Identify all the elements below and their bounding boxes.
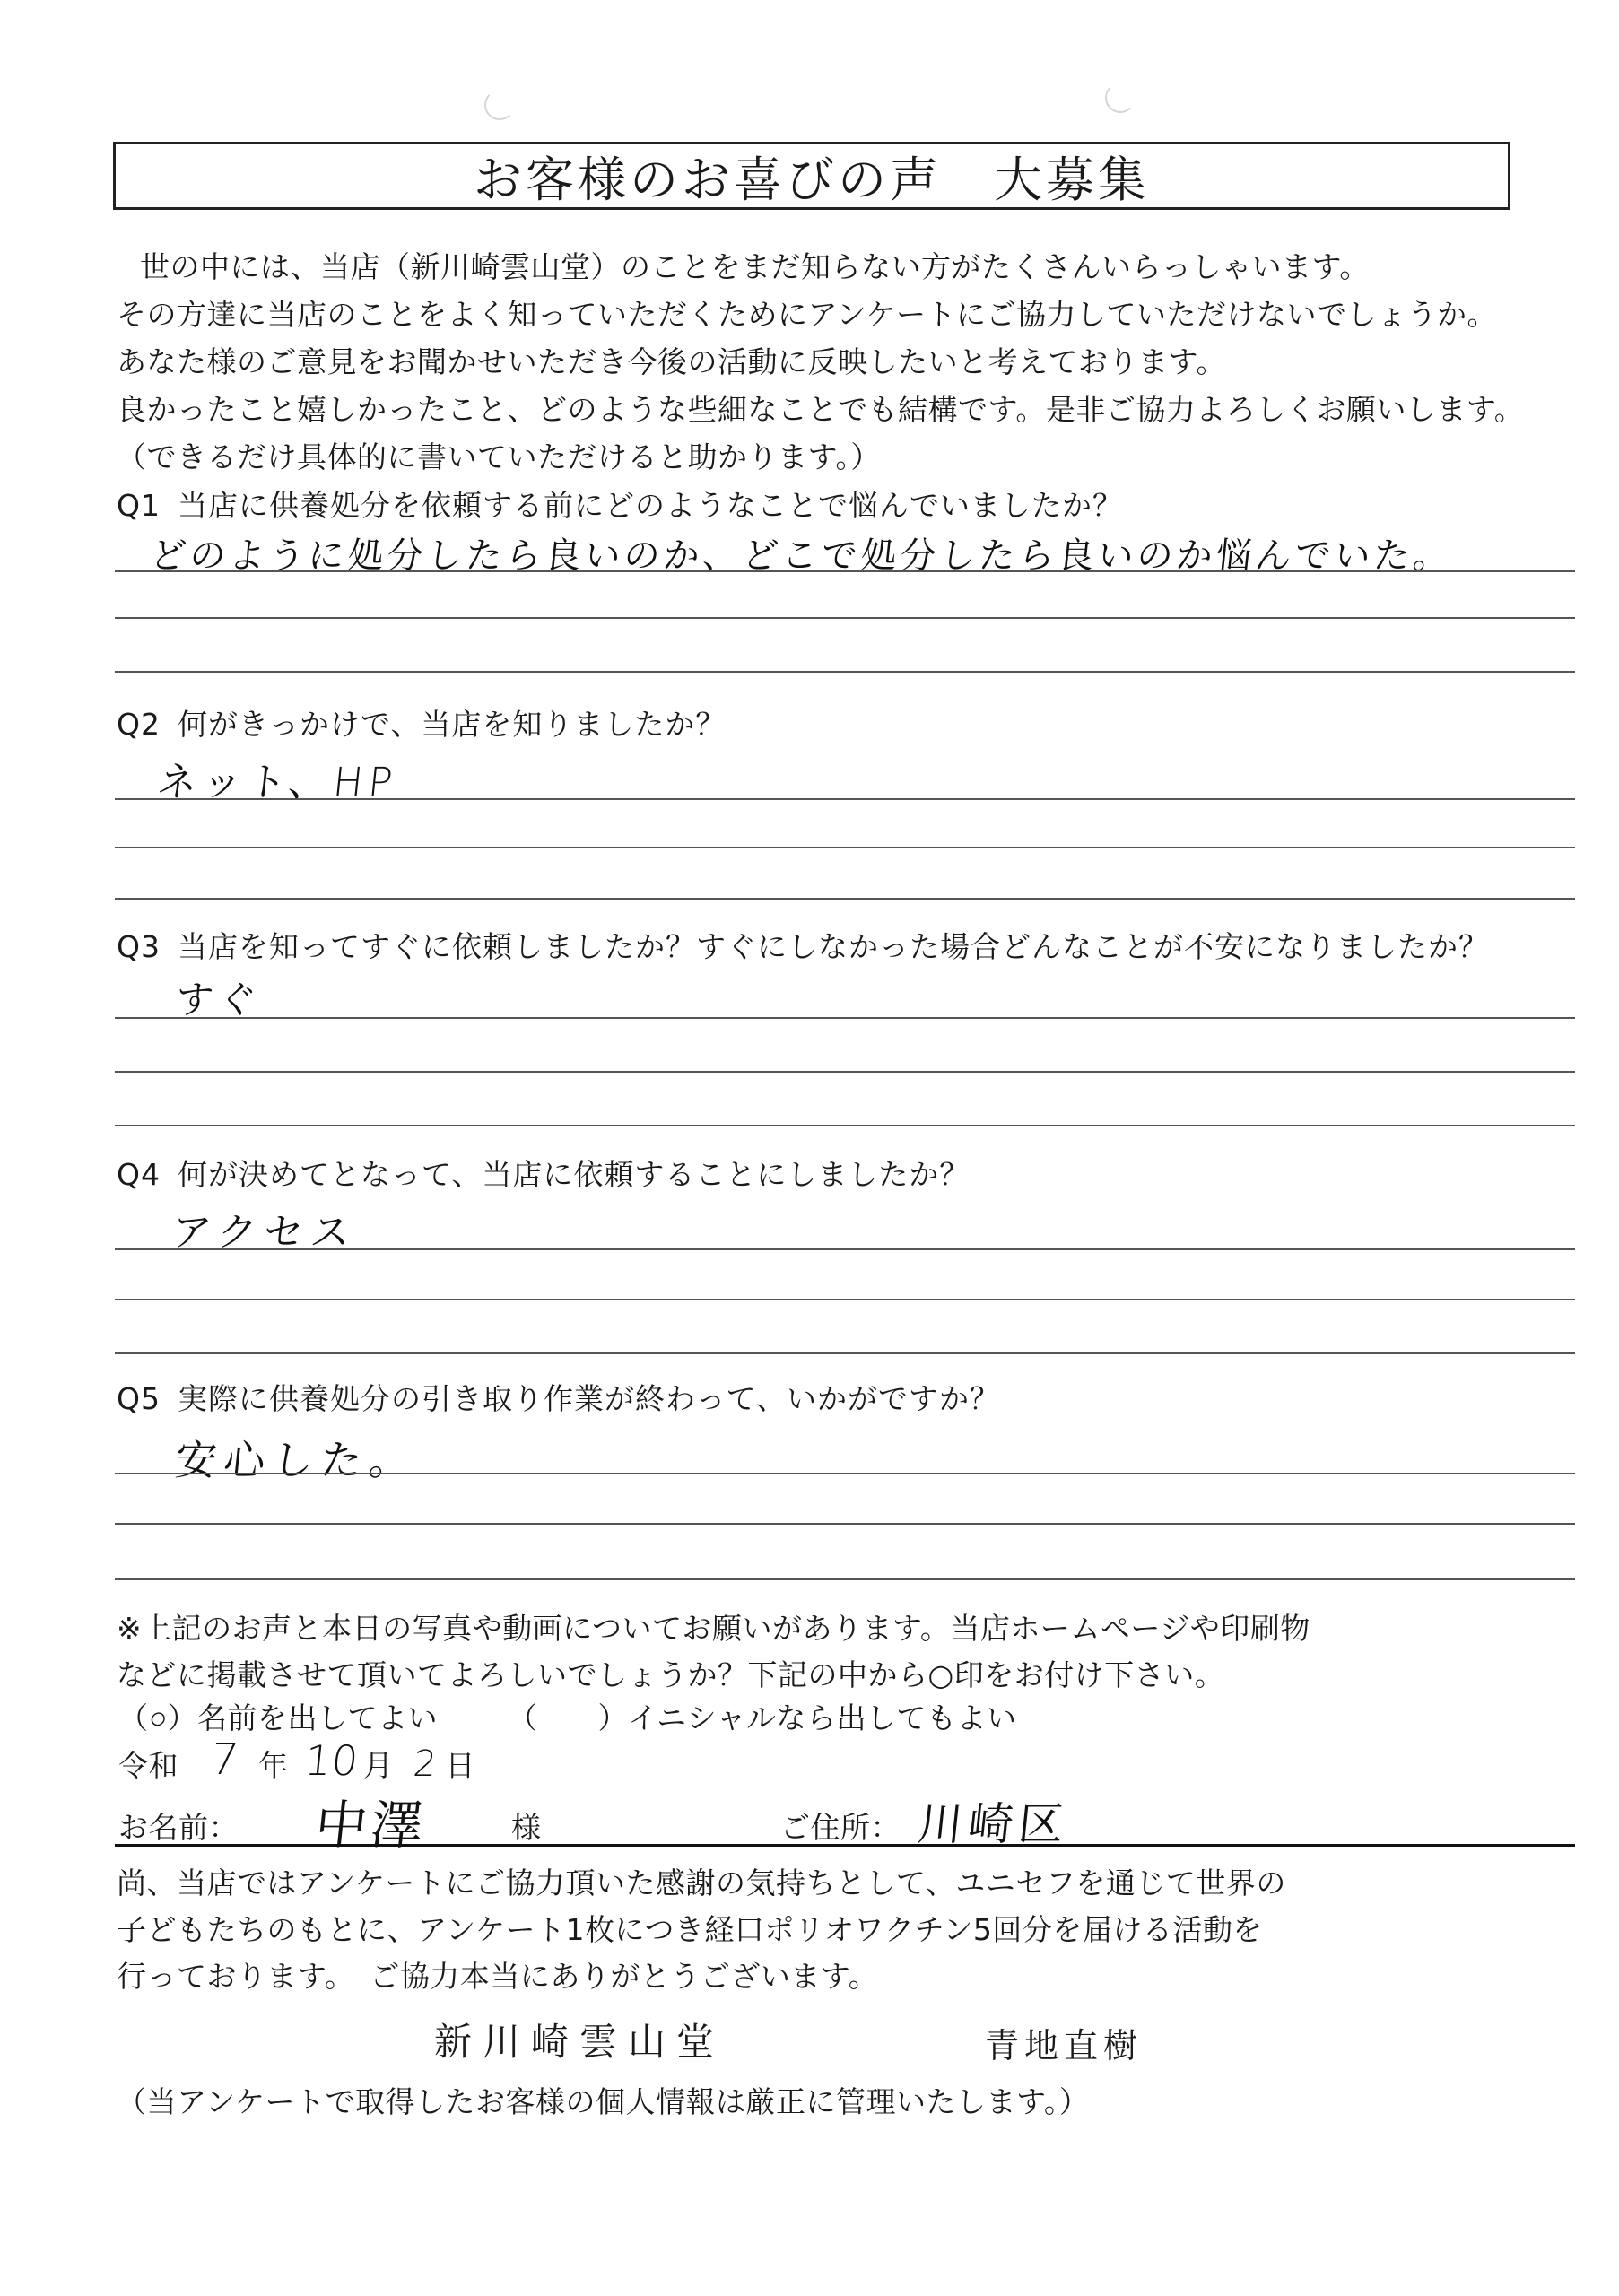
answer-3-handwritten[interactable]: すぐ xyxy=(173,978,265,1022)
consent-option-name[interactable] xyxy=(118,1695,438,1737)
punch-hole-mark-right xyxy=(1105,83,1136,113)
answer-1-handwritten[interactable]: どのように処分したら良いのか、どこで処分したら良いのか悩んでいた。 xyxy=(148,535,1456,577)
answer-line xyxy=(115,1473,1575,1474)
signature-divider xyxy=(115,1844,1575,1847)
address-label: ご住所： xyxy=(780,1810,901,1845)
question-5 xyxy=(117,1376,1000,1418)
question-text: 実際に供養処分の引き取り作業が終わって、いかがですか？ xyxy=(178,1381,1001,1416)
page-title: お客様のお喜びの声 大募集 xyxy=(474,151,1150,208)
name-label: お名前： xyxy=(118,1810,239,1845)
intro-line: （できるだけ具体的に書いていただけると助かります。） xyxy=(117,439,881,474)
intro-line: 良かったこと嬉しかったこと、どのような些細なことでも結構です。是非ご協力よろしくお願いします。 xyxy=(117,392,1525,427)
question-text: 何が決めてとなって、当店に依頼することにしましたか？ xyxy=(178,1157,971,1192)
question-2 xyxy=(117,701,726,744)
closing-line: 行っております。 ご協力本当にありがとうございます。 xyxy=(117,1959,879,1994)
answer-2-handwritten[interactable]: ネット、HP xyxy=(154,760,400,805)
date-era: 令和 xyxy=(118,1748,178,1783)
answer-line xyxy=(115,1125,1575,1126)
answer-line xyxy=(115,1352,1575,1354)
intro-line: あなた様のご意見をお聞かせいただき今後の活動に反映したいと考えております。 xyxy=(117,344,1226,379)
question-number: Q1 xyxy=(117,488,161,523)
option-circle-mark[interactable]: ○ xyxy=(146,1700,170,1736)
closing-line: 子どもたちのもとに、アンケート1枚につき経口ポリオワクチン5回分を届ける活動を xyxy=(117,1912,1263,1947)
consent-request-line: ※上記のお声と本日の写真や動画についてお願いがあります。当店ホームページや印刷物 xyxy=(117,1611,1310,1646)
customer-address-handwritten[interactable]: 川崎区 xyxy=(915,1798,1072,1850)
privacy-note: （当アンケートで取得したお客様の個人情報は厳正に管理いたします。） xyxy=(117,2084,1090,2119)
answer-line xyxy=(115,570,1575,572)
intro-line: その方達に当店のことをよく知っていただくためにアンケートにご協力していただけないでしょうか。 xyxy=(117,297,1498,332)
intro-line: 世の中には、当店（新川崎雲山堂）のことをまだ知らない方がたくさんいらっしゃいます。 xyxy=(140,249,1370,284)
date-year[interactable]: 7 xyxy=(208,1735,241,1785)
date-month-unit: 月 xyxy=(363,1748,394,1783)
answer-4-handwritten[interactable]: アクセス xyxy=(169,1210,360,1256)
answer-line xyxy=(115,847,1575,848)
shop-name: 新川崎雲山堂 xyxy=(434,2020,726,2064)
question-number: Q3 xyxy=(117,929,161,964)
answer-line xyxy=(115,1523,1575,1525)
answer-line xyxy=(115,1071,1575,1073)
question-number: Q4 xyxy=(117,1157,161,1192)
consent-request-line: などに掲載させて頂いてよろしいでしょうか？下記の中から○印をお付け下さい。 xyxy=(117,1657,1225,1692)
closing-line: 尚、当店ではアンケートにご協力頂いた感謝の気持ちとして、ユニセフを通じて世界の xyxy=(117,1866,1286,1900)
option-name-label: ）名前を出してよい xyxy=(167,1700,439,1735)
answer-5-handwritten[interactable]: 安心した。 xyxy=(172,1436,421,1484)
question-text: 何がきっかけで、当店を知りましたか？ xyxy=(178,707,727,742)
answer-line xyxy=(115,1299,1575,1300)
customer-name-handwritten[interactable]: 中澤 xyxy=(311,1795,431,1856)
date-month[interactable]: 10 xyxy=(301,1736,361,1785)
answer-line xyxy=(115,798,1575,800)
answer-line xyxy=(115,671,1575,673)
date-day-unit: 日 xyxy=(445,1748,476,1783)
question-number: Q5 xyxy=(117,1381,161,1416)
date-year-unit: 年 xyxy=(258,1748,289,1783)
date-field xyxy=(118,1735,475,1785)
answer-line xyxy=(115,1578,1575,1580)
answer-line xyxy=(115,1017,1575,1019)
option-open-paren: （ xyxy=(118,1700,149,1735)
punch-hole-mark-left xyxy=(484,90,515,120)
date-day[interactable]: 2 xyxy=(411,1744,439,1785)
answer-line xyxy=(115,898,1575,900)
question-number: Q2 xyxy=(117,707,161,742)
question-1 xyxy=(117,483,1123,525)
staff-name: 青地直樹 xyxy=(985,2026,1144,2066)
consent-option-initial[interactable]: （ ）イニシャルなら出してもよい xyxy=(508,1700,1017,1735)
answer-line xyxy=(115,617,1575,619)
question-4 xyxy=(117,1152,970,1194)
title-box xyxy=(113,142,1510,210)
answer-line xyxy=(115,1248,1575,1250)
honorific: 様 xyxy=(511,1810,542,1845)
question-3 xyxy=(117,924,1489,966)
question-text: 当店を知ってすぐに依頼しましたか？すぐにしなかった場合どんなことが不安になりましたか？ xyxy=(178,929,1489,964)
question-text: 当店に供養処分を依頼する前にどのようなことで悩んでいましたか？ xyxy=(178,488,1123,523)
